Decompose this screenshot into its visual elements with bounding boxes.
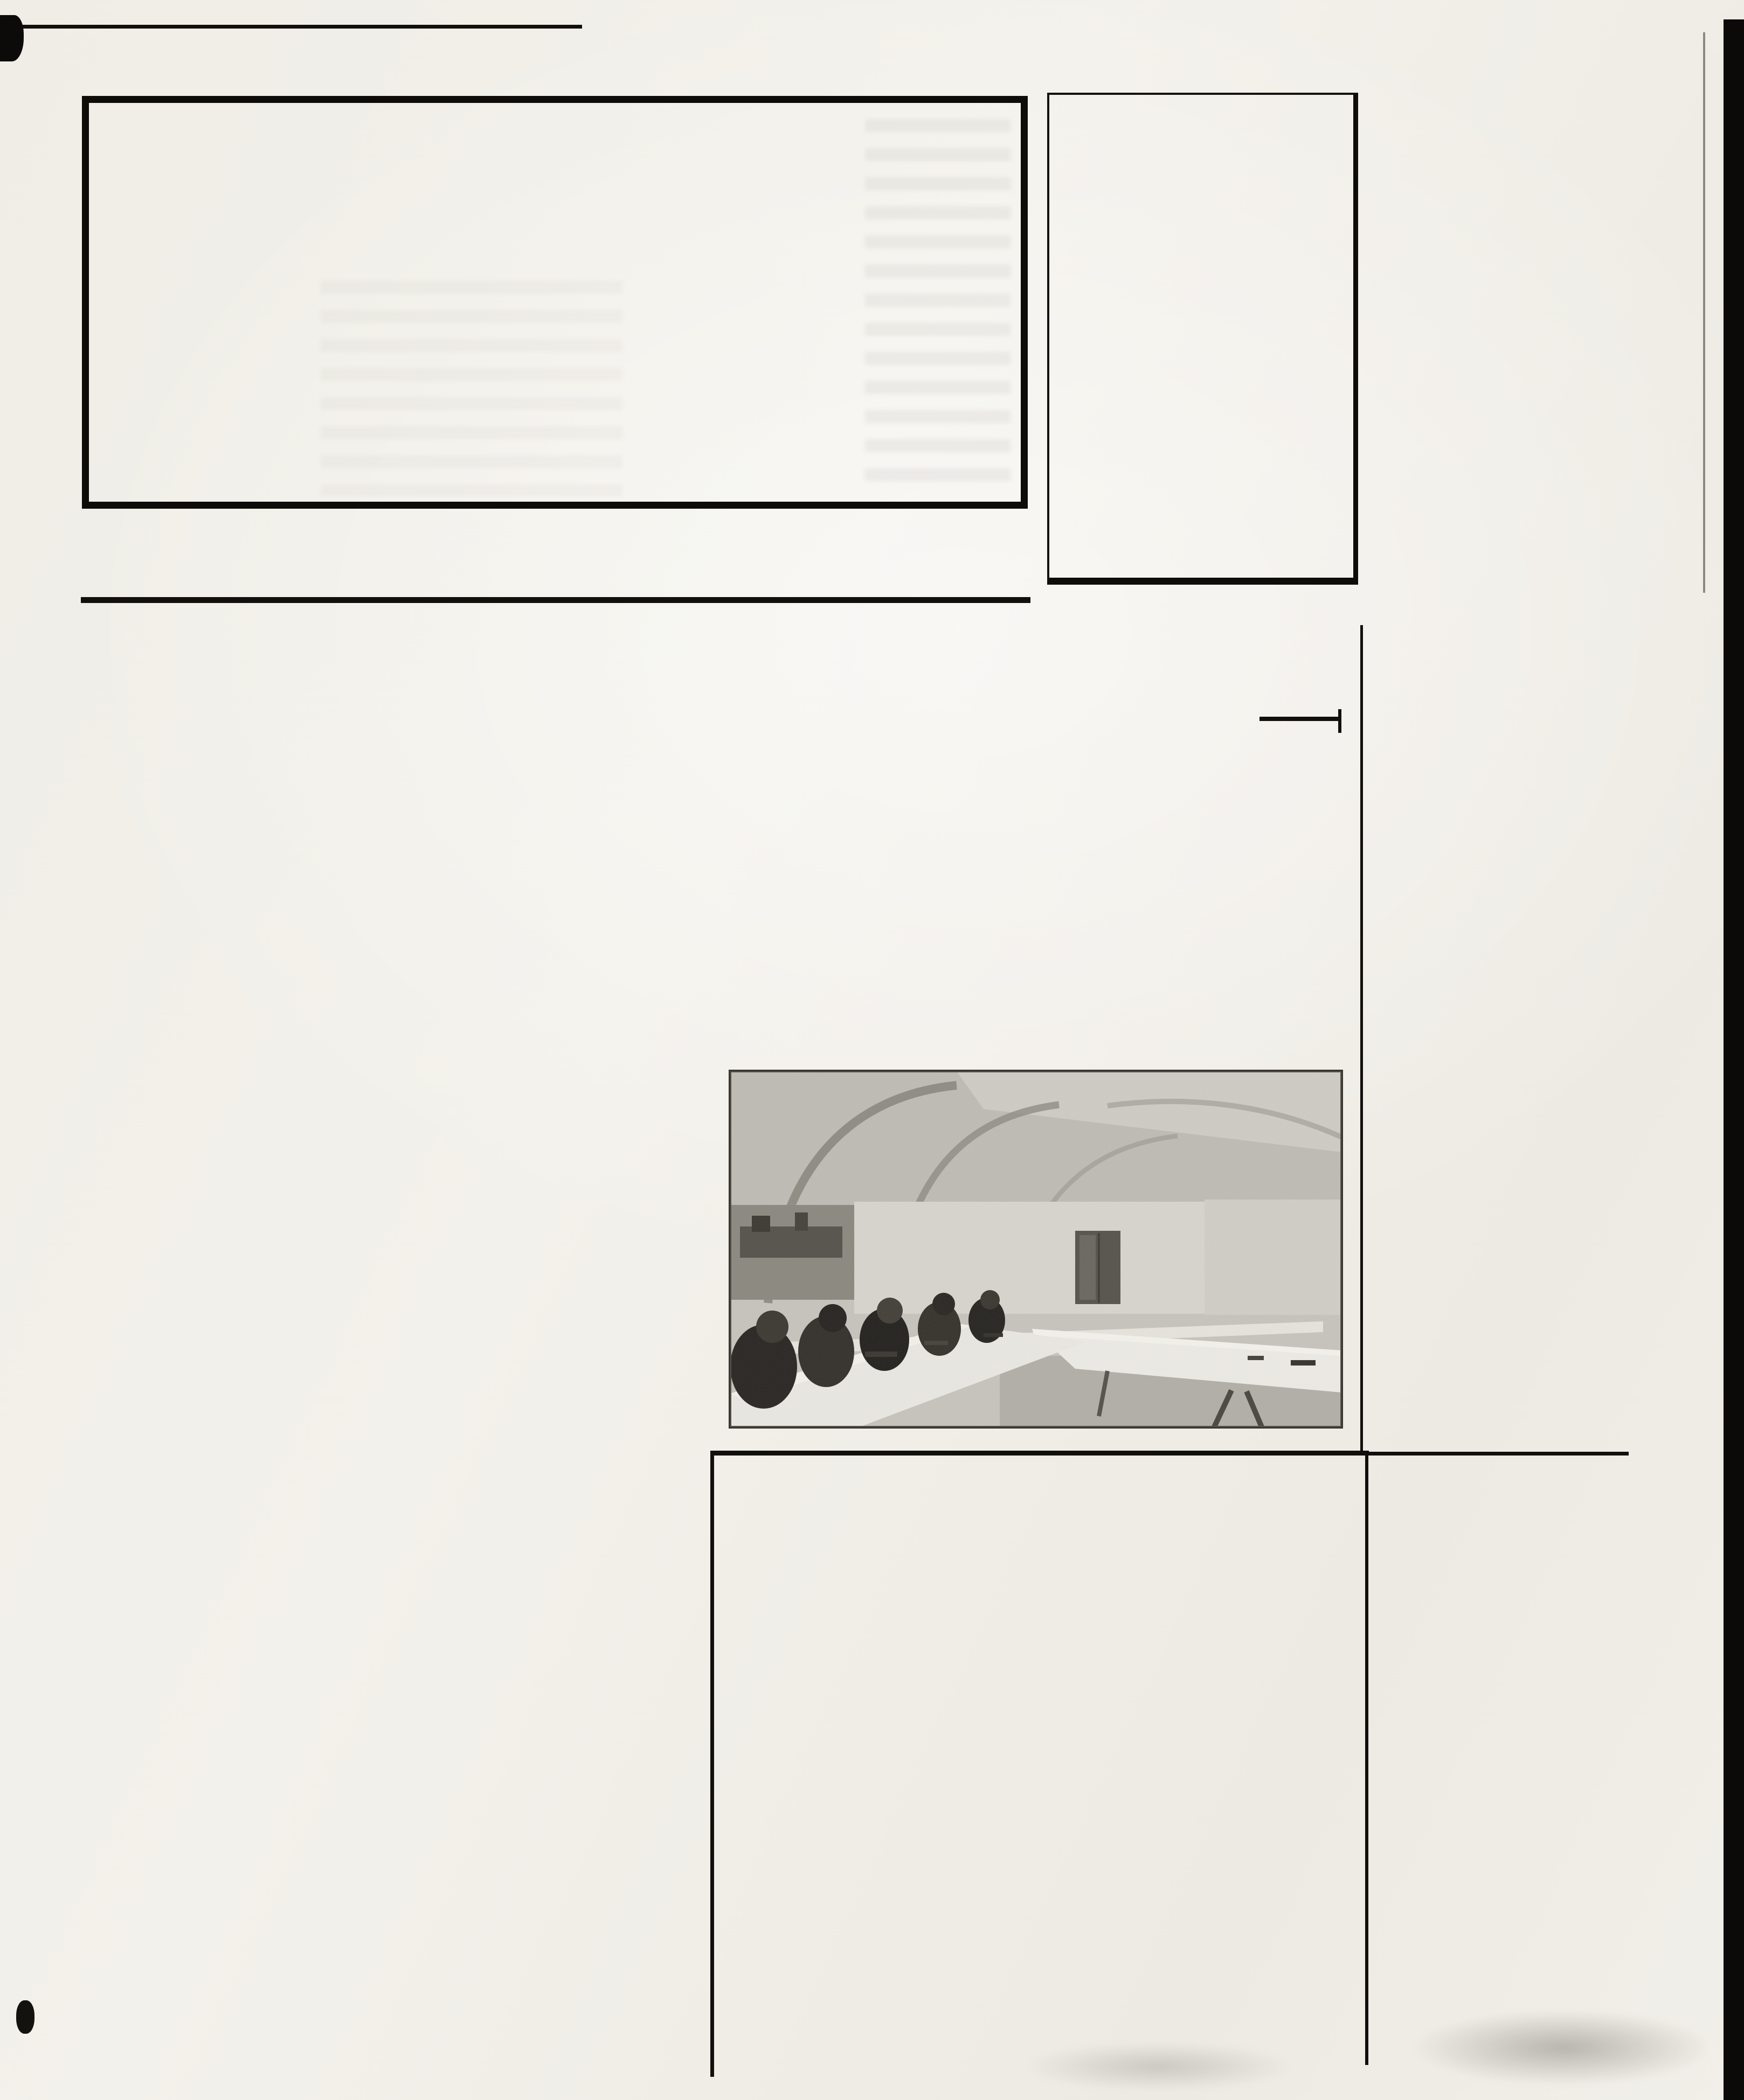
headline-dash xyxy=(1259,717,1341,721)
scan-blot xyxy=(16,2000,34,2034)
newspaper-title xyxy=(237,104,883,502)
bureau-column xyxy=(1378,1617,1625,1642)
bleed-through-ghost xyxy=(865,119,1011,486)
conference-hall-illustration xyxy=(730,1071,1341,1427)
comite-continuation-column xyxy=(1070,1618,1323,1632)
top-rule xyxy=(11,25,582,29)
comite-federal-column xyxy=(729,1618,1021,1636)
scan-edge-strip xyxy=(1724,19,1744,2100)
main-headline xyxy=(86,629,1358,639)
title-line xyxy=(237,237,883,369)
masthead-box xyxy=(82,96,1028,509)
box-top-border xyxy=(710,1451,1369,1456)
headline-tick xyxy=(1338,709,1341,733)
column-divider xyxy=(1360,625,1363,1451)
masthead-rule xyxy=(81,597,1030,603)
scan-edge-line xyxy=(1703,32,1705,593)
scan-smudge xyxy=(1412,2010,1714,2085)
box-left-border xyxy=(710,1451,714,2077)
chevire-article-body xyxy=(1378,422,1677,436)
box-right-border xyxy=(1365,1451,1368,2065)
scan-corner-mark xyxy=(0,15,24,61)
title-line xyxy=(237,104,883,237)
right-section-rule xyxy=(1369,1452,1629,1456)
conference-photo xyxy=(729,1070,1343,1429)
scan-smudge xyxy=(1024,2042,1293,2091)
title-line xyxy=(237,369,883,502)
rocher-reelu-box xyxy=(1047,93,1358,585)
